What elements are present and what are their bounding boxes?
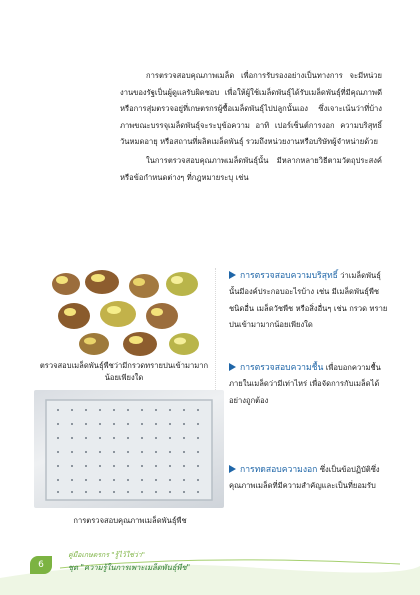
triangle-bullet-icon xyxy=(229,271,236,279)
intro-text xyxy=(120,68,382,186)
section-body: เพื่อบอกความชื้นภายในเมล็ดว่ามีเท่าไหร่ เพื่อจัดการกับเมล็ดได้อย่างถูกต้อง xyxy=(229,363,381,405)
section-body: ว่าเมล็ดพันธุ์นั้นมีองค์ประกอบอะไรบ้าง เช่น มีเมล็ดพันธุ์พืชชนิดอื่น เมล็ดวัชพืช หรือสิ่งอื่นๆ เช่น กรวด ทราย ปนเข้ามามากน้อยเพียงใด xyxy=(229,271,388,330)
beans-caption: ตรวจสอบเมล็ดพันธุ์พืชว่ามีกรวดทรายปนเข้ามามากน้อยเพียงใด xyxy=(39,361,209,382)
seed-tray-photo xyxy=(34,390,224,508)
series-title: คู่มือเกษตรกร "รู้ไว้ใช่ว่า" xyxy=(68,551,145,559)
page-number: 6 xyxy=(30,556,52,574)
footer-decoration xyxy=(0,538,420,595)
intro-paragraph-1: การตรวจสอบคุณภาพเมล็ด เพื่อการรับรองอย่างเป็นทางการ จะมีหน่วยงานของรัฐเป็นผู้ดูแลรับผิดชอบ เพื่อให้ผู้ใช้เมล็ดพันธุ์ได้รับเมล็ดพันธุ์ที่มีคุณภาพดี หรือการสุ่มตรวจอยู่ที่เกษตรกรผู้ซื้อเมล็ดพันธุ์ไปปลูกนั้นเอง ซึ่งเจาะเน้นว่าที่บ้างภาพขณะบรรจุเมล็ดพันธุ์จะระบุข้อความ อาทิ เปอร์เซ็นต์การงอก ความบริสุทธิ์ วันหมดอายุ หรือสถานที่ผลิตเมล็ดพันธุ์ รวมถึงหน่วยงานหรือบริษัทผู้จำหน่ายด้วย xyxy=(120,71,382,147)
section-body: ซึ่งเป็นข้อปฏิบัติซึ่งคุณภาพเมล็ดที่มีความสำคัญและเป็นที่ยอมรับ xyxy=(229,465,380,491)
section-heading: การตรวจสอบความชื้น xyxy=(240,363,324,373)
triangle-bullet-icon xyxy=(229,363,236,371)
seed-icon xyxy=(52,270,199,356)
section-germination xyxy=(229,462,389,495)
section-heading: การทดสอบความงอก xyxy=(240,465,318,475)
tray-caption: การตรวจสอบคุณภาพเมล็ดพันธุ์พืช xyxy=(73,516,187,525)
intro-paragraph-2: ในการตรวจสอบคุณภาพเมล็ดพันธุ์นั้น มีหลากหลายวิธีตามวัตถุประสงค์หรือข้อกำหนดต่างๆ ที่กฎหมายระบุ เช่น xyxy=(120,155,382,182)
section-purity xyxy=(229,268,389,334)
triangle-bullet-icon xyxy=(229,465,236,473)
beans-illustration xyxy=(44,270,204,358)
section-moisture xyxy=(229,360,389,409)
section-heading: การตรวจสอบความบริสุทธิ์ xyxy=(240,271,338,281)
series-subtitle: ชุด "ความรู้ในการเพาะเมล็ดพันธุ์พืช" xyxy=(68,563,191,572)
